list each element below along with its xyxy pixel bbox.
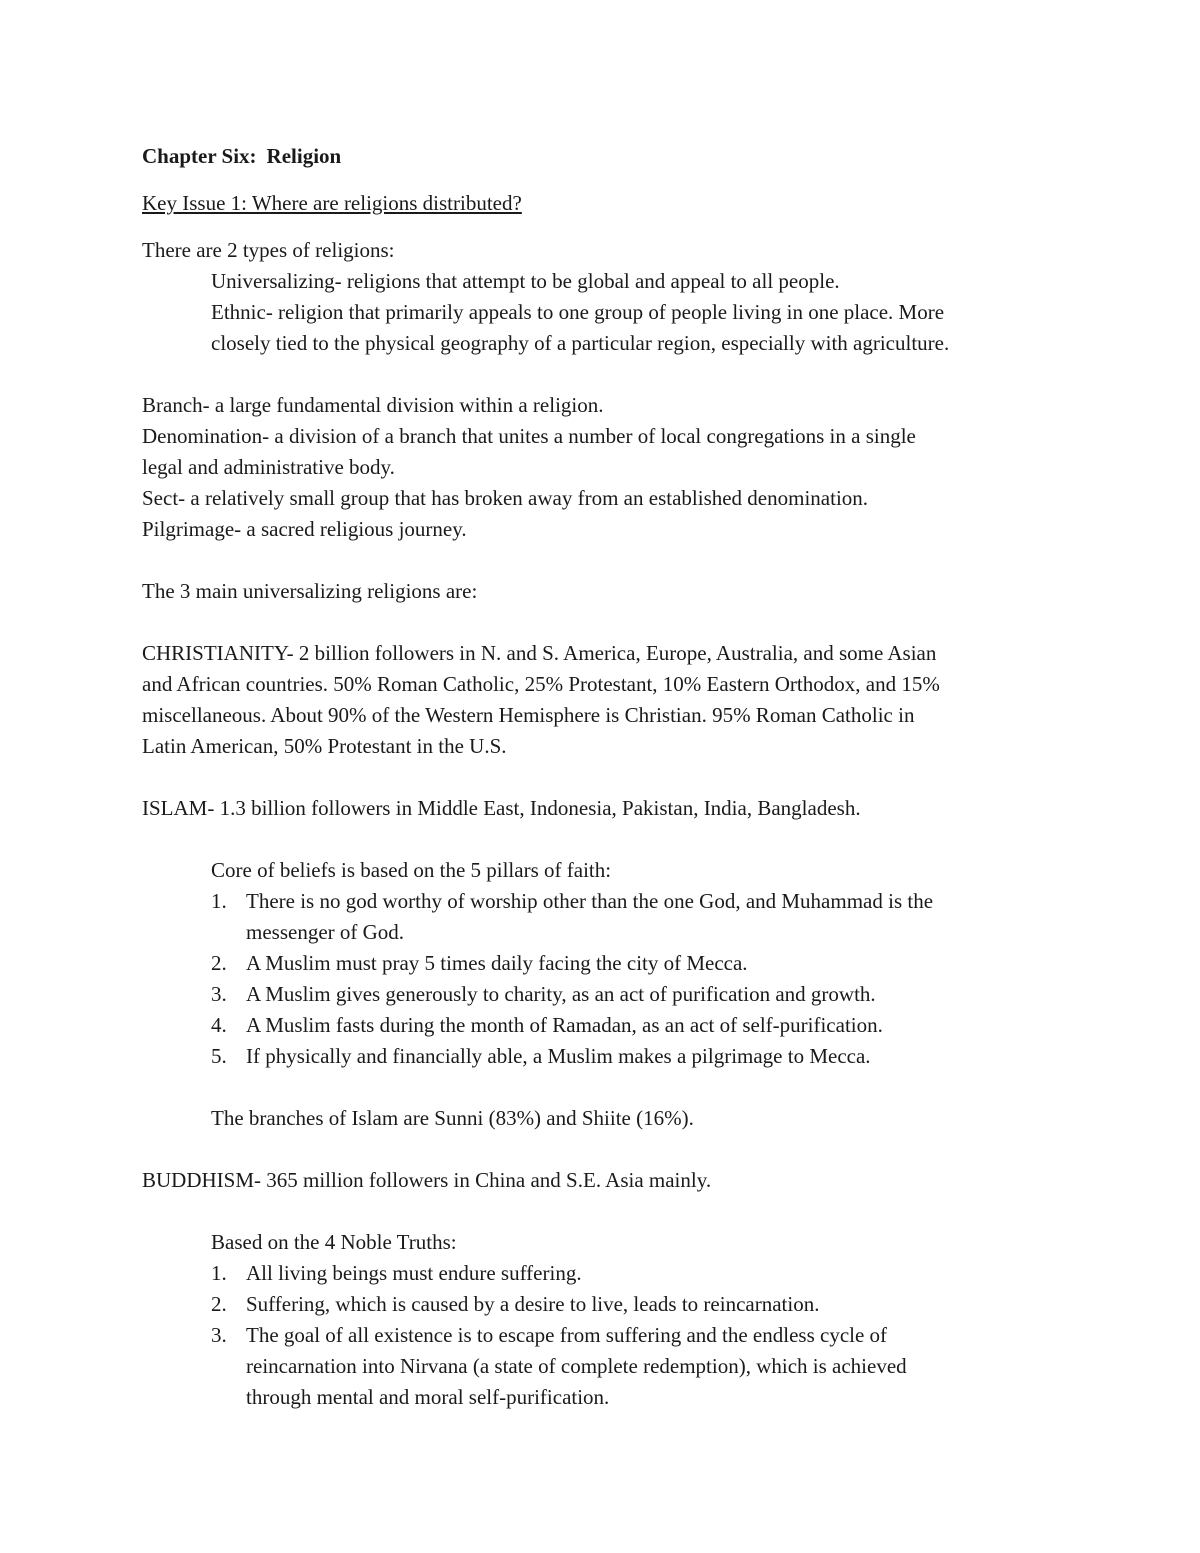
pillars-intro: Core of beliefs is based on the 5 pillars of faith: — [211, 858, 612, 882]
pillar-number: 2. — [211, 951, 227, 975]
sect-definition: Sect- a relatively small group that has broken away from an established denomination. — [142, 486, 869, 510]
pillar-text: A Muslim gives generously to charity, as an act of purification and growth. — [246, 982, 876, 1006]
islam-line: ISLAM- 1.3 billion followers in Middle East, Indonesia, Pakistan, India, Bangladesh. — [142, 796, 861, 820]
main-religions-intro: The 3 main universalizing religions are: — [142, 579, 478, 603]
truth-text-continued: reincarnation into Nirvana (a state of complete redemption), which is achieved — [246, 1354, 907, 1378]
christianity-line-3: miscellaneous. About 90% of the Western Hemisphere is Christian. 95% Roman Catholic in — [142, 703, 915, 727]
truth-number: 1. — [211, 1261, 227, 1285]
universalizing-definition: Universalizing- religions that attempt to be global and appeal to all people. — [211, 269, 840, 293]
denomination-definition-line-1: Denomination- a division of a branch that unites a number of local congregations in a single — [142, 424, 916, 448]
pillar-number: 4. — [211, 1013, 227, 1037]
truths-intro: Based on the 4 Noble Truths: — [211, 1230, 457, 1254]
pillar-text: A Muslim must pray 5 times daily facing the city of Mecca. — [246, 951, 748, 975]
truth-text: Suffering, which is caused by a desire to live, leads to reincarnation. — [246, 1292, 820, 1316]
pillar-text: A Muslim fasts during the month of Ramadan, as an act of self-purification. — [246, 1013, 883, 1037]
pillar-number: 1. — [211, 889, 227, 913]
ethnic-definition-line-2: closely tied to the physical geography of a particular region, especially with agriculture. — [211, 331, 950, 355]
christianity-line-1: CHRISTIANITY- 2 billion followers in N. and S. America, Europe, Australia, and some Asian — [142, 641, 937, 665]
ethnic-definition-line-1: Ethnic- religion that primarily appeals to one group of people living in one place. More — [211, 300, 945, 324]
truth-number: 3. — [211, 1323, 227, 1347]
truth-text-continued: through mental and moral self-purification. — [246, 1385, 610, 1409]
pillar-text: If physically and financially able, a Muslim makes a pilgrimage to Mecca. — [246, 1044, 871, 1068]
islam-branches: The branches of Islam are Sunni (83%) and Shiite (16%). — [211, 1106, 694, 1130]
truth-text: All living beings must endure suffering. — [246, 1261, 582, 1285]
pilgrimage-definition: Pilgrimage- a sacred religious journey. — [142, 517, 467, 541]
pillar-text: There is no god worthy of worship other than the one God, and Muhammad is the — [246, 889, 934, 913]
truth-text: The goal of all existence is to escape from suffering and the endless cycle of — [246, 1323, 888, 1347]
types-intro: There are 2 types of religions: — [142, 238, 395, 262]
pillar-number: 5. — [211, 1044, 227, 1068]
christianity-line-2: and African countries. 50% Roman Catholic, 25% Protestant, 10% Eastern Orthodox, and 15% — [142, 672, 940, 696]
chapter-heading — [142, 141, 341, 172]
denomination-definition-line-2: legal and administrative body. — [142, 455, 395, 479]
chapter-label: Chapter Six: — [142, 144, 257, 168]
branch-definition: Branch- a large fundamental division within a religion. — [142, 393, 604, 417]
pillar-text-continued: messenger of God. — [246, 920, 405, 944]
pillar-number: 3. — [211, 982, 227, 1006]
chapter-title: Religion — [266, 144, 342, 168]
buddhism-line: BUDDHISM- 365 million followers in China and S.E. Asia mainly. — [142, 1168, 712, 1192]
key-issue-heading: Key Issue 1: Where are religions distributed? — [142, 191, 522, 215]
truth-number: 2. — [211, 1292, 227, 1316]
christianity-line-4: Latin American, 50% Protestant in the U.S. — [142, 734, 507, 758]
